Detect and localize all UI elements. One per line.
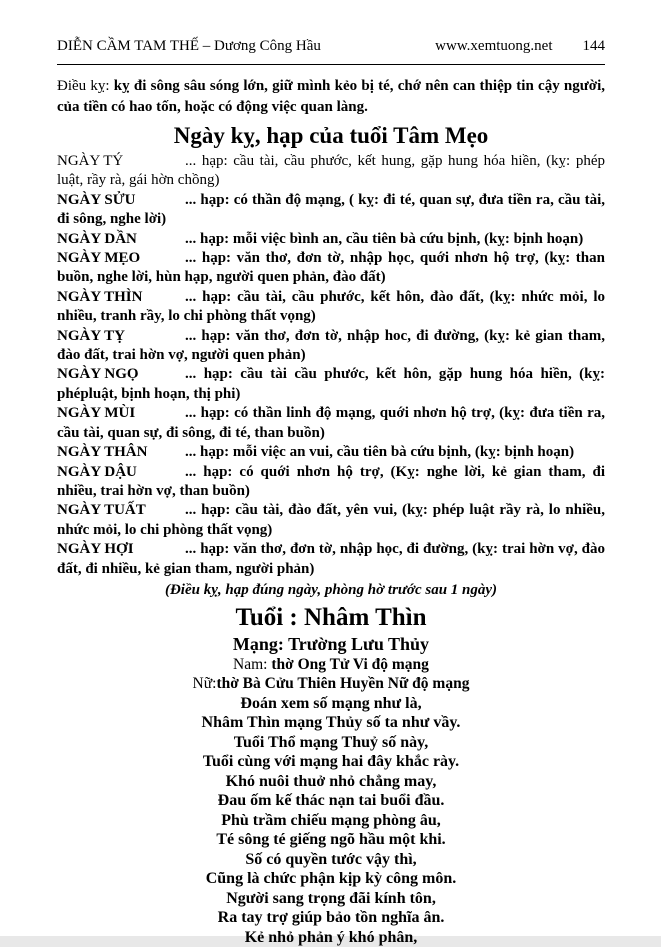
- day-row: [57, 288, 605, 327]
- day-text: ... hạp: cầu tài cầu phước, kết hôn, gặp hung hóa hiền, (kỵ: phépluật, bịnh hoạn, thị phi): [57, 366, 605, 402]
- mang-line: Mạng: Trường Lưu Thủy: [232, 633, 430, 654]
- day-label: NGÀY DẬU: [57, 463, 137, 480]
- day-text: ... hạp: văn thơ, đơn tờ, nhập hoc, đi đường, (kỵ: kẻ gian tham, đào đất, trai hờn vợ, người quen phản): [57, 327, 605, 364]
- poem-line: Phù trầm chiếu mạng phòng âu,: [221, 811, 441, 829]
- poem-line: Tuổi cùng với mạng hai đây khắc rày.: [202, 753, 460, 771]
- day-text: ... hạp: có quới nhơn hộ trợ, (Kỵ: nghe lời, kẻ gian tham, đi nhiều, trai hờn vợ, than buồn): [57, 463, 605, 499]
- day-label: NGÀY NGỌ: [57, 366, 139, 383]
- poem: [57, 694, 605, 947]
- day-text: ... hạp: mỗi việc bình an, cầu tiên bà cứu bịnh, (kỵ: bịnh hoạn): [185, 230, 584, 247]
- day-row: [57, 327, 605, 366]
- poem-line: Cũng là chức phận kịp kỳ công môn.: [205, 870, 457, 888]
- day-row: [57, 152, 605, 191]
- nam-label: Nam:: [233, 655, 272, 673]
- poem-line: Nhâm Thìn mạng Thủy số ta như vầy.: [201, 714, 461, 732]
- day-text: ... hạp: có thần linh độ mạng, quới nhơn hộ trợ, (kỵ: đưa tiền ra, cầu tài, quan sự, đi sông, đi té, than buồn): [57, 405, 605, 441]
- day-row: [57, 540, 605, 579]
- nam-line: [57, 655, 605, 675]
- day-row: [57, 365, 605, 404]
- section-title-days: Ngày kỵ, hạp của tuổi Tâm Mẹo: [173, 123, 489, 148]
- intro-text: kỵ đi sông sâu sóng lớn, giữ mình kẻo bị té, chớ nên can thiệp tin cậy người, của tiền có hao tốn, hoặc có động việc quan làng.: [57, 78, 605, 115]
- day-row: [57, 404, 605, 443]
- poem-line: Kẻ nhỏ phản ý khó phân,: [244, 928, 418, 946]
- day-label: NGÀY MẸO: [57, 250, 141, 267]
- header-right: [435, 38, 605, 55]
- poem-line: Người sang trọng đãi kính tôn,: [226, 889, 436, 907]
- day-text: ... hạp: cầu tài, cầu phước, kết hung, gặp hung hóa hiền, (kỵ: phép luật, rầy rà, gái hờn chồng): [57, 153, 605, 189]
- section-title-tuoi: Tuổi : Nhâm Thìn: [235, 603, 427, 631]
- day-text: ... hạp: cầu tài, cầu phước, kết hôn, đào đất, (kỵ: nhức mỏi, lo nhiều, tranh rầy, lo chi phòng thất vọng): [57, 288, 605, 325]
- day-label: NGÀY TỴ: [57, 327, 125, 344]
- poem-line: Khó nuôi thuở nhỏ chẳng may,: [225, 772, 437, 790]
- intro-label: Điều kỵ:: [57, 78, 110, 94]
- day-row: [57, 249, 605, 288]
- nu-line: [57, 674, 605, 694]
- day-text: ... hạp: văn thơ, đơn tờ, nhập học, quới nhơn hộ trợ, (kỵ: than buồn, nghe lời, hùn hạp, người quen phản, đào đất): [57, 250, 605, 286]
- day-row: [57, 443, 605, 462]
- day-label: NGÀY DẦN: [57, 230, 137, 247]
- nu-text: thờ Bà Cửu Thiên Huyền Nữ độ mạng: [216, 675, 470, 693]
- intro-paragraph: [57, 76, 605, 118]
- book-title: DIỄN CẦM TAM THẾ – Dương Công Hầu: [57, 38, 321, 54]
- day-row: [57, 191, 605, 230]
- poem-line: Đau ốm kế thác nạn tai buổi đầu.: [217, 792, 445, 810]
- day-list: [57, 152, 605, 579]
- day-row: [57, 501, 605, 540]
- day-text: ... hạp: văn thơ, đơn tờ, nhập học, đi đường, (kỵ: trai hờn vợ, đào đất, đi nhiều, kẻ gian tham, người phản): [57, 541, 605, 577]
- page-number: 144: [582, 38, 605, 54]
- page-header: [57, 38, 605, 65]
- nu-label: Nữ:: [192, 675, 217, 693]
- poem-line: Đoán xem số mạng như là,: [240, 694, 422, 712]
- poem-line: Ra tay trợ giúp bảo tồn nghĩa ân.: [217, 909, 445, 927]
- day-label: NGÀY SỬU: [57, 191, 136, 208]
- day-row: [57, 463, 605, 502]
- website-url: www.xemtuong.net: [435, 38, 553, 54]
- poem-line: Té sông té giếng ngõ hầu một khi.: [216, 831, 446, 849]
- day-label: NGÀY TÝ: [57, 153, 124, 169]
- day-text: ... hạp: cầu tài, đào đất, yên vui, (kỵ: phép luật rầy rà, lo nhiều, nhức mỏi, lo chi phòng thất vọng): [57, 502, 605, 538]
- poem-line: Tuổi Thổ mạng Thuỷ số này,: [233, 733, 429, 751]
- nam-text: thờ Ong Tử Vi độ mạng: [271, 655, 429, 673]
- day-text: ... hạp: mỗi việc an vui, cầu tiên bà cứu bịnh, (kỵ: bịnh hoạn): [185, 444, 575, 461]
- day-text: ... hạp: có thần độ mạng, ( kỵ: đi té, quan sự, đưa tiền ra, cầu tài, đi sông, nghe lời): [57, 191, 605, 228]
- day-label: NGÀY MÙI: [57, 405, 136, 422]
- days-note: (Điều kỵ, hạp đúng ngày, phòng hờ trước sau 1 ngày): [164, 581, 498, 598]
- poem-line: Số có quyền tước vậy thì,: [245, 850, 417, 868]
- day-label: NGÀY TUẤT: [57, 502, 146, 519]
- day-label: NGÀY THÌN: [57, 288, 143, 305]
- day-label: NGÀY HỢI: [57, 541, 134, 558]
- day-row: [57, 230, 605, 249]
- day-label: NGÀY THÂN: [57, 444, 148, 461]
